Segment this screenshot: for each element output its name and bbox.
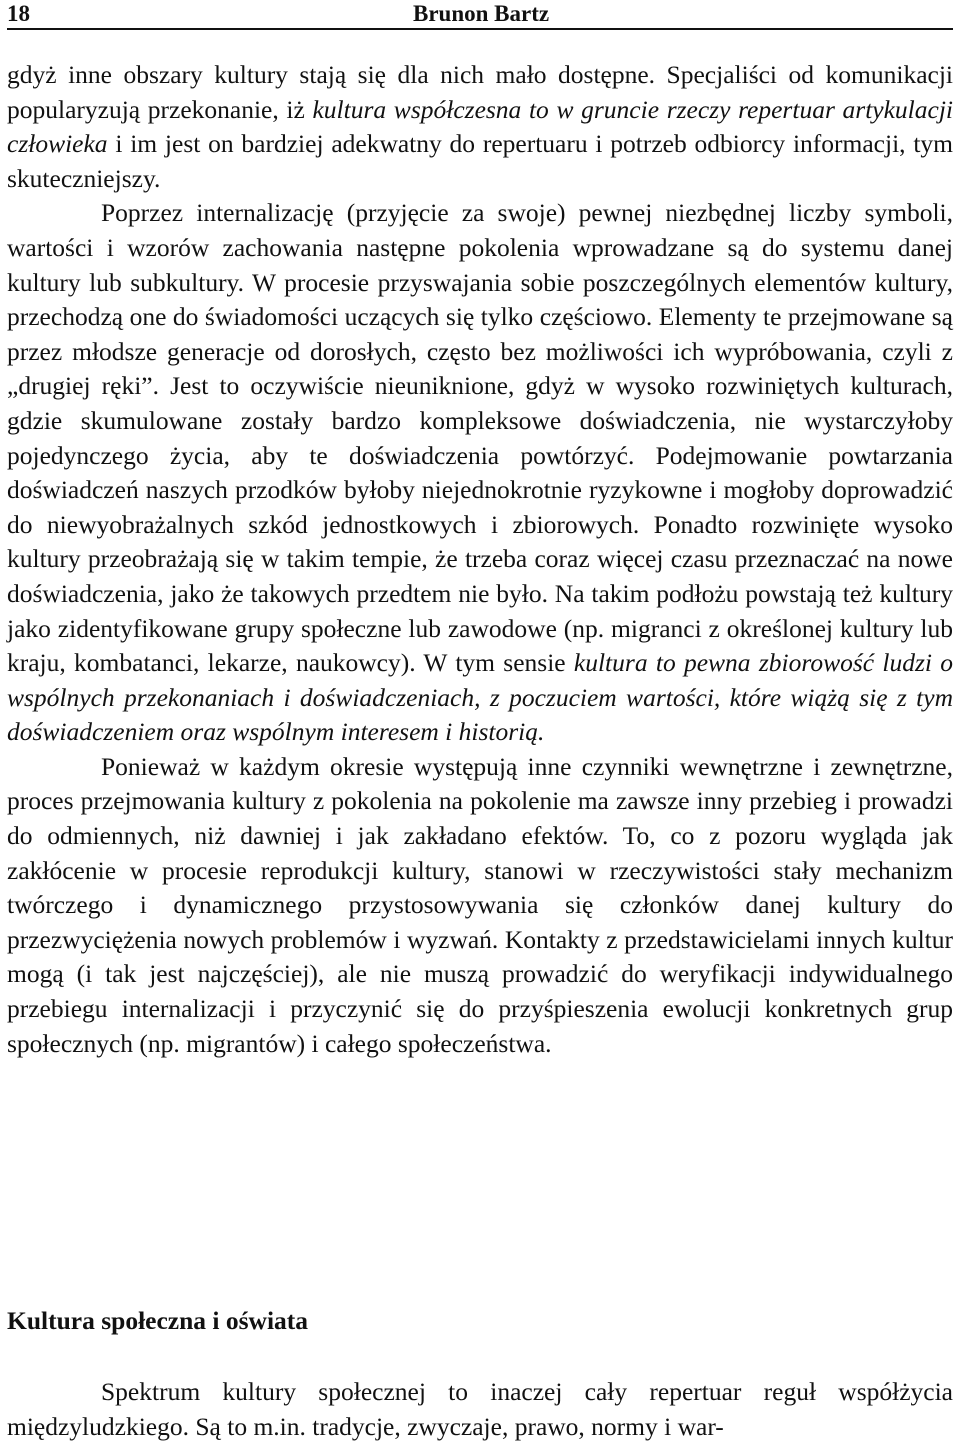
paragraph-1-text-a: gdyż inne obszary kultury stają się dla nich mało dostępne. Specjaliści od komunikacji popularyzują przekonanie, iż xyxy=(7,60,953,124)
paragraph-4: Spektrum kultury społecznej to inaczej cały repertuar reguł współżycia międzyludzkiego. Są to m.in. tradycje, zwyczaje, prawo, normy i war- xyxy=(7,1377,953,1441)
paragraph-1-text-c: i im jest on bardziej adekwatny do repertuaru i potrzeb odbiorcy informacji, tym skuteczniejszy. xyxy=(7,129,953,193)
running-head-author: Brunon Bartz xyxy=(413,1,550,26)
page-number: 18 xyxy=(7,1,30,26)
paragraph-1-emphasis: kultura współczesna to w gruncie rzeczy repertuar artykulacji człowieka xyxy=(7,94,953,159)
paragraph-2 xyxy=(7,196,953,750)
running-header xyxy=(7,0,953,30)
paragraph-1 xyxy=(7,58,953,196)
body-text xyxy=(7,58,953,1061)
paragraph-2-emphasis: kultura to pewna zbiorowość ludzi o wspólnych przekonaniach i doświadczeniach, z poczuciem wartości, które wiążą się z tym doświadczeniem oraz wspólnym interesem i historią. xyxy=(7,648,953,747)
paragraph-3: Ponieważ w każdym okresie występują inne czynniki wewnętrzne i zewnętrzne, proces przejmowania kultury z pokolenia na pokolenie ma zawsze inny przebieg i prowadzi do odmiennych, niż dawniej i jak zakładano efektów. To, co z pozoru wygląda jak zakłócenie w procesie reprodukcji kultury, stanowi w rzeczywistości stały mechanizm twórczego i dynamicznego przystosowywania się członków danej kultury do przezwyciężenia nowych problemów i wyzwań. Kontakty z przedstawicielami innych kultur mogą (i tak jest najczęściej), ale nie muszą prowadzić do weryfikacji indywidualnego przebiegu internalizacji i przyczynić się do przyśpieszenia ewolucji konkretnych grup społecznych (np. migrantów) i całego społeczeństwa. xyxy=(7,751,953,1058)
section-heading: Kultura społeczna i oświata xyxy=(7,1306,309,1335)
paragraph-2-text-a: Poprzez internalizację (przyjęcie za swoje) pewnej niezbędnej liczby symboli, wartości i wzorów zachowania następne pokolenia wprowadzane są do systemu danej kultury lub subkultury. W procesie przyswajania sobie poszczególnych elementów kultury, przechodzą one do świadomości uczących się tylko częściowo. Elementy te przejmowane są przez młodsze generacje od dorosłych, często bez możliwości ich wypróbowania, czyli z „drugiej ręki”. Jest to oczywiście nieuniknione, gdyż w wysoko rozwiniętych kulturach, gdzie skumulowane zostały bardzo kompleksowe doświadczenia, nie wystarczyłoby pojedynczego życia, aby te doświadczenia powtórzyć. Podejmowanie powtarzania doświadczeń naszych przodków byłoby niejednokrotnie ryzykowne i mogłoby doprowadzić do niewyobrażalnych szkód jednostkowych i zbiorowych. Ponadto rozwinięte wysoko kultury przeobrażają się w takim tempie, że trzeba coraz więcej czasu przeznaczać na nowe doświadczenia, jako że takowych przedtem nie było. Na takim podłożu powstają też kultury jako zidentyfikowane grupy społeczne lub zawodowe (np. migranci z określonej kultury lub kraju, kombatanci, lekarze, naukowcy). W tym sensie xyxy=(7,198,953,678)
